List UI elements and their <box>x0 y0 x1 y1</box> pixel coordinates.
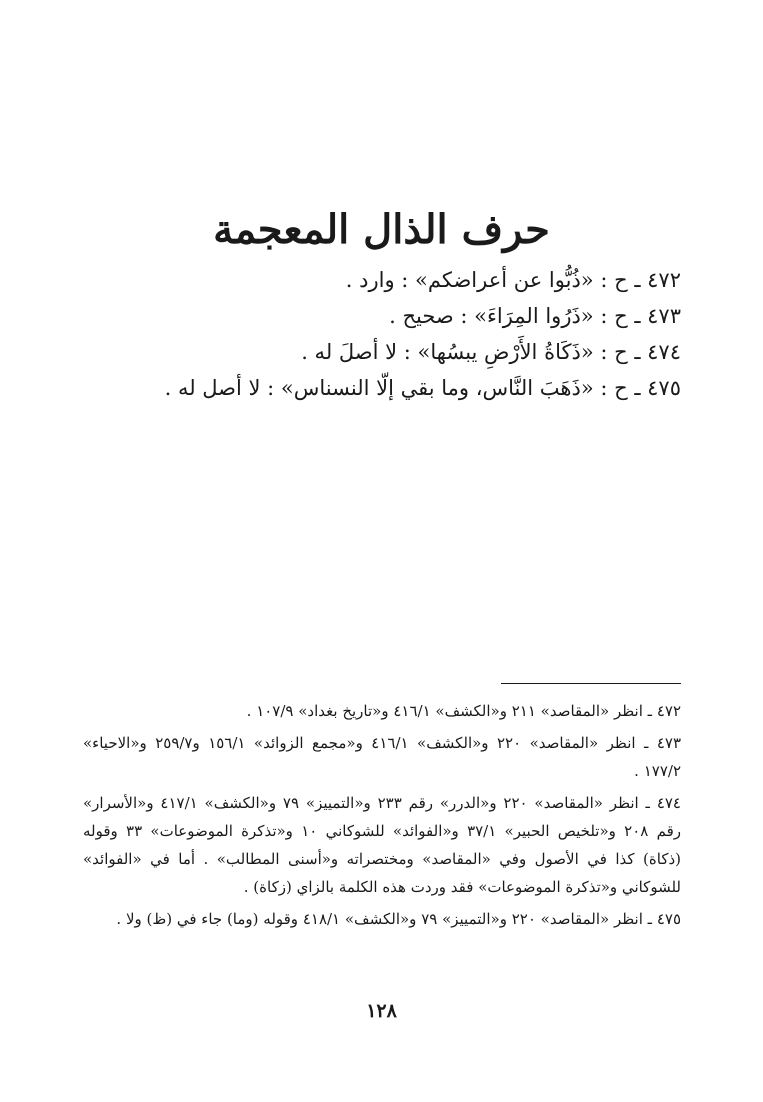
entry-474: ٤٧٤ ـ ح : «ذَكَاةُ الأَرْضِ يبسُها» : لا أصلَ له . <box>301 340 681 364</box>
entry-473: ٤٧٣ ـ ح : «ذَرُوا المِرَاءَ» : صحيح . <box>389 304 681 328</box>
entries-list <box>121 262 681 406</box>
footnote-473: ٤٧٣ ـ انظر «المقاصد» ٢٢٠ و«الكشف» ٤١٦/١ و«مجمع الزوائد» ١٥٦/١ و٢٥٩/٧ و«الاحياء» ١٧٧/٢ . <box>83 734 681 780</box>
chapter-title: حرف الذال المعجمة <box>213 206 550 253</box>
footnote-475: ٤٧٥ ـ انظر «المقاصد» ٢٢٠ و«التمييز» ٧٩ و«الكشف» ٤١٨/١ وقوله (وما) جاء في (ظ) ولا . <box>116 910 681 928</box>
footnote-474: ٤٧٤ ـ انظر «المقاصد» ٢٢٠ و«الدرر» رقم ٢٣٣ و«التمييز» ٧٩ و«الكشف» ٤١٧/١ و«الأسرار» رقم ٢٠٨ و«تلخيص الحبير» ٣٧/١ و«الفوائد» للشوكاني ١٠ و«تذكرة الموضوعات» ٣٣ وقوله (ذكاة) كذا في الأصول وفي «المقاصد» ومختصراته و«أسنى المطالب» . أما في «الفوائد» للشوكاني و«تذكرة الموضوعات» فقد وردت هذه الكلمة بالزاي (زكاة) . <box>83 794 682 896</box>
entry-472: ٤٧٢ ـ ح : «ذُبُّوا عن أعراضكم» : وارد . <box>345 268 681 292</box>
footnotes <box>83 697 681 937</box>
page-number: ١٢٨ <box>366 1000 397 1022</box>
entry-475: ٤٧٥ ـ ح : «ذَهَبَ النَّاس، وما بقي إلّا النسناس» : لا أصل له . <box>164 376 681 400</box>
footnote-472: ٤٧٢ ـ انظر «المقاصد» ٢١١ و«الكشف» ٤١٦/١ و«تاريخ بغداد» ١٠٧/٩ . <box>246 702 681 720</box>
footnote-divider <box>501 683 681 684</box>
